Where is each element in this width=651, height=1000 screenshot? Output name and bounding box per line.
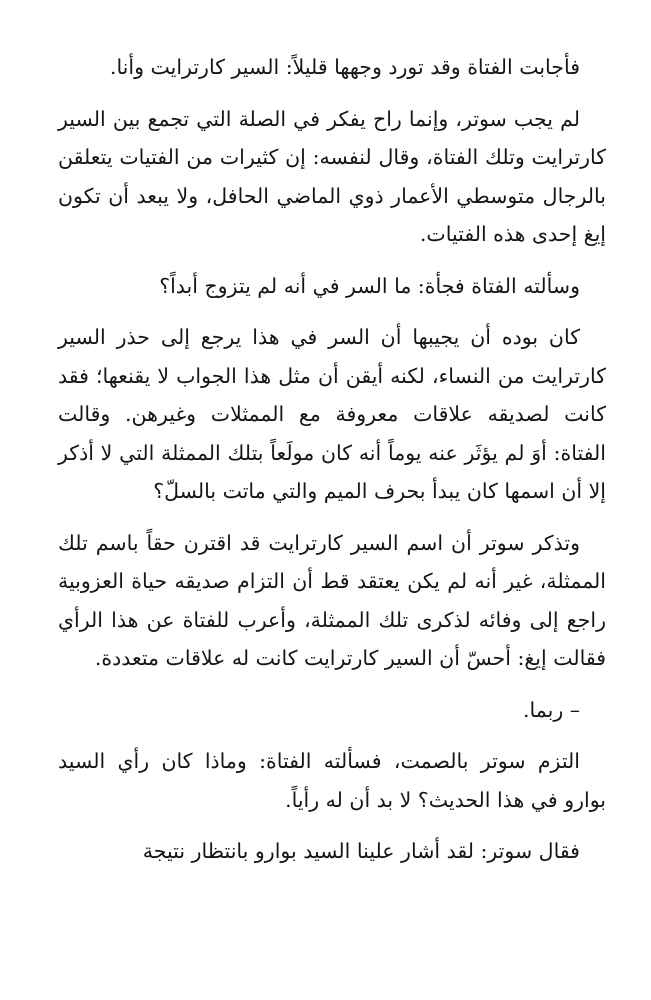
paragraph: فأجابت الفتاة وقد تورد وجهها قليلاً: السير كارترايت وأنا. xyxy=(109,55,580,79)
paragraph: وتذكر سوتر أن اسم السير كارترايت قد اقترن حقاً باسم تلك الممثلة، غير أنه لم يكن يعتقد قط أن التزام صديقه حياة العزوبية راجع إلى وفائه لذكرى تلك الممثلة، وأعرب للفتاة عن هذا الرأي فقالت إيغ: أحسّ أن السير كارترايت كانت له علاقات متعددة. xyxy=(58,530,606,670)
paragraph: – ربما. xyxy=(523,697,580,722)
book-page xyxy=(58,48,606,884)
paragraph: فقال سوتر: لقد أشار علينا السيد بوارو بانتظار نتيجة xyxy=(142,839,580,863)
paragraph: لم يجب سوتر، وإنما راح يفكر في الصلة التي تجمع بين السير كارترايت وتلك الفتاة، وقال لنفسه: إن كثيرات من الفتيات يتعلقن بالرجال متوسطي الأعمار ذوي الماضي الحافل، ولا يبعد أن تكون إيغ إحدى هذه الفتيات. xyxy=(58,106,606,246)
paragraph: كان بوده أن يجيبها أن السر في هذا يرجع إلى حذر السير كارترايت من النساء، لكنه أيقن أن مثل هذا الجواب لا يقنعها؛ فقد كانت لصديقه علاقات معروفة مع الممثلات وغيرهن. وقالت الفتاة: أوَ لم يؤثَر عنه يوماً أنه كان مولَعاً بتلك الممثلة التي لا أذكر إلا أن اسمها كان يبدأ بحرف الميم والتي ماتت بالسلّ؟ xyxy=(58,325,606,503)
paragraph: وسألته الفتاة فجأة: ما السر في أنه لم يتزوج أبداً؟ xyxy=(159,273,580,298)
paragraph: التزم سوتر بالصمت، فسألته الفتاة: وماذا كان رأي السيد بوارو في هذا الحديث؟ لا بد أن له رأياً. xyxy=(58,749,606,812)
